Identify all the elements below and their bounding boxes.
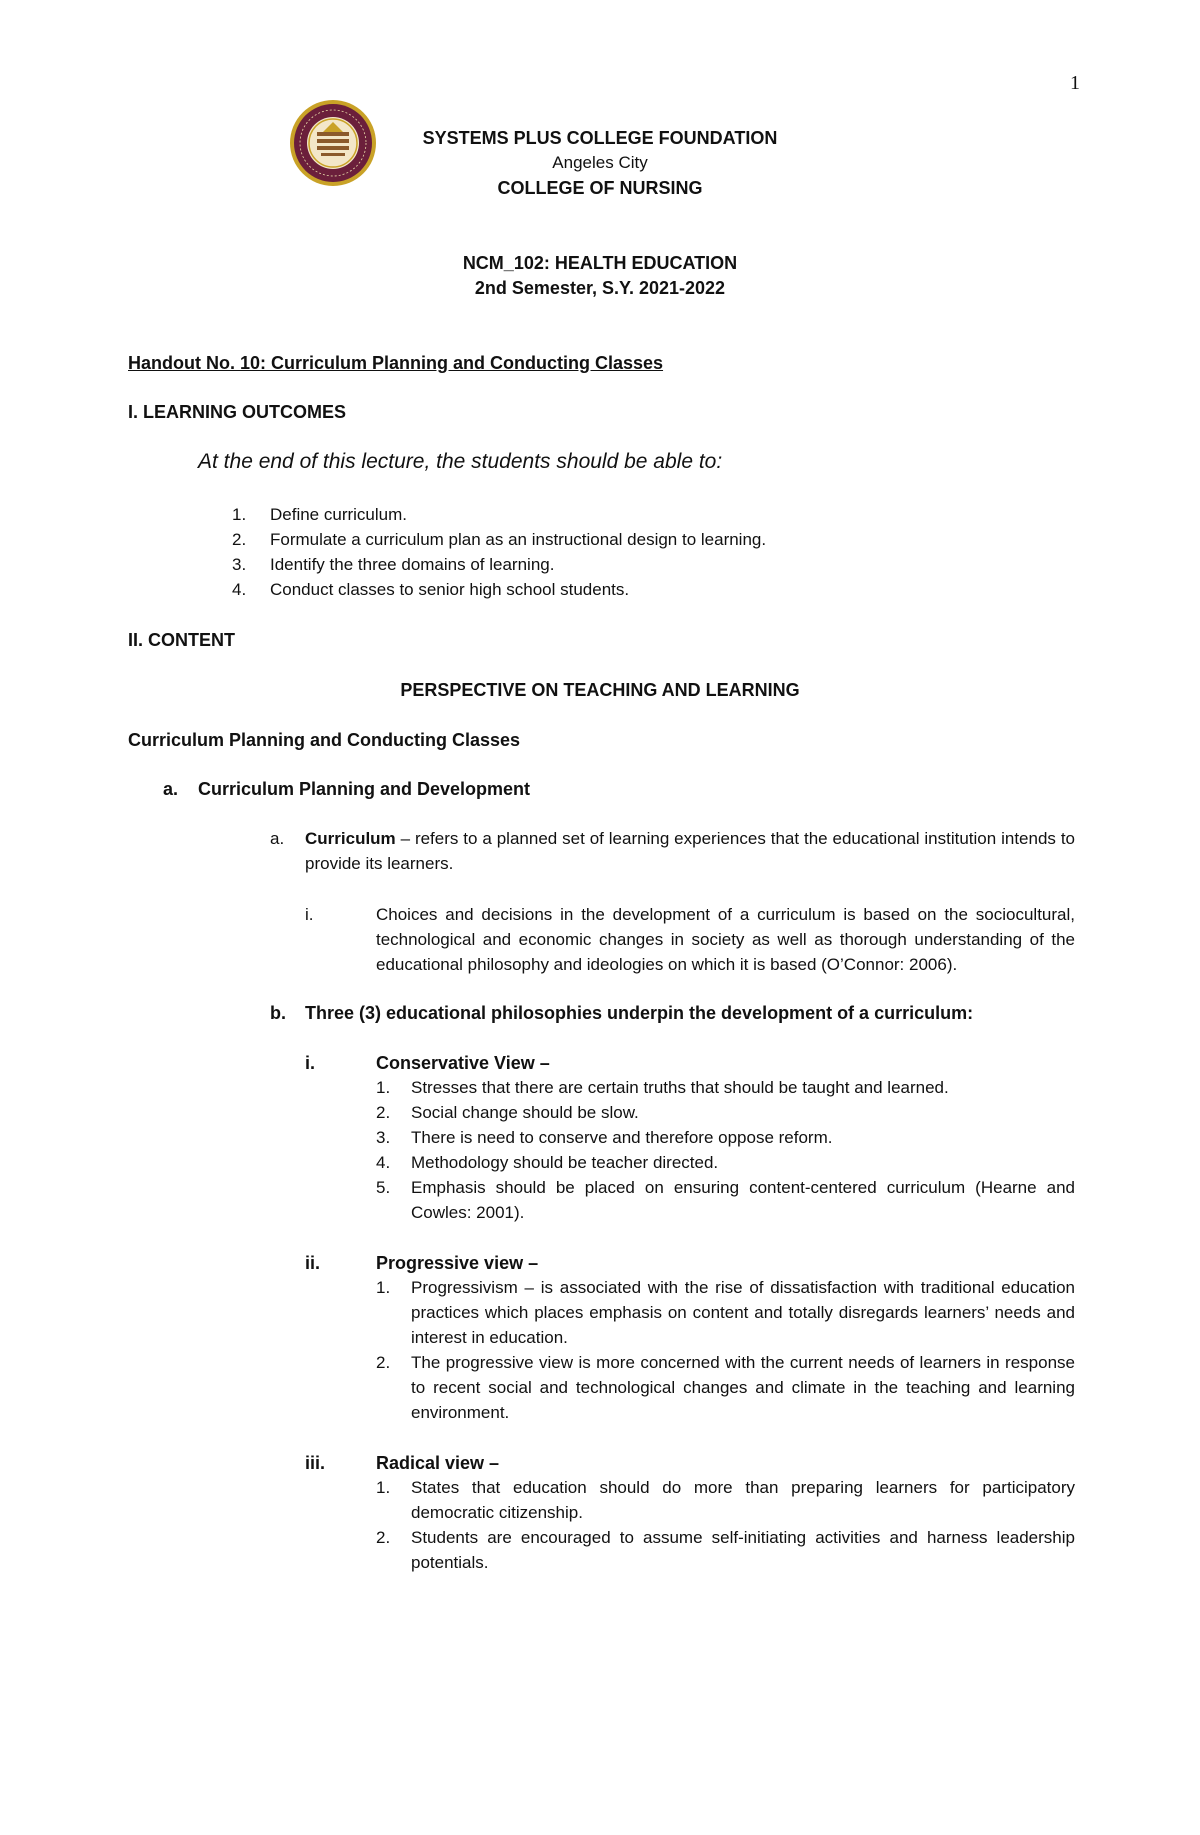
- list-item: Define curriculum.: [270, 505, 407, 524]
- semester: 2nd Semester, S.Y. 2021-2022: [474, 278, 726, 298]
- institution-city: Angeles City: [552, 153, 648, 172]
- content-heading: II. CONTENT: [128, 630, 235, 650]
- handout-title: Handout No. 10: Curriculum Planning and Conducting Classes: [128, 353, 664, 373]
- curriculum-definition-text: – refers to a planned set of learning experiences that the educational institution intends to provide its learners.: [305, 829, 1075, 873]
- radical-view-title: Radical view –: [376, 1453, 500, 1473]
- curriculum-term: Curriculum: [305, 829, 396, 848]
- list-item: There is need to conserve and therefore oppose reform.: [411, 1128, 833, 1147]
- item-label: a.: [163, 779, 179, 799]
- conservative-view-title: Conservative View –: [376, 1053, 550, 1073]
- philosophies-title: Three (3) educational philosophies underpin the development of a curriculum:: [305, 1003, 974, 1023]
- list-item: States that education should do more than preparing learners for participatory democratic citizenship.: [411, 1478, 1075, 1522]
- item-label: i.: [305, 905, 314, 924]
- list-item-number: 4.: [376, 1153, 391, 1172]
- list-item: Stresses that there are certain truths that should be taught and learned.: [411, 1078, 949, 1097]
- learning-outcomes-heading: I. LEARNING OUTCOMES: [128, 402, 347, 422]
- list-item: Social change should be slow.: [411, 1103, 639, 1122]
- section-title: PERSPECTIVE ON TEACHING AND LEARNING: [400, 680, 800, 700]
- list-item-number: 2.: [376, 1528, 391, 1547]
- list-item: The progressive view is more concerned with the current needs of learners in response to recent social and technological changes and climate in the teaching and learning environment.: [411, 1353, 1075, 1422]
- list-item: Progressivism – is associated with the rise of dissatisfaction with traditional education practices which places emphasis on content and totally disregards learners’ needs and interest in education.: [411, 1278, 1075, 1347]
- list-item-number: 5.: [376, 1178, 391, 1197]
- list-item-number: 1.: [376, 1078, 391, 1097]
- progressive-view-title: Progressive view –: [376, 1253, 539, 1273]
- list-item-number: 3.: [232, 555, 247, 574]
- list-item-number: 1.: [232, 505, 247, 524]
- view-label: iii.: [305, 1453, 326, 1473]
- subheading: Curriculum Planning and Conducting Classes: [128, 730, 521, 750]
- list-item: Identify the three domains of learning.: [270, 555, 555, 574]
- item-label: b.: [270, 1003, 286, 1023]
- view-label: i.: [305, 1053, 316, 1073]
- list-item: Students are encouraged to assume self-initiating activities and harness leadership potentials.: [411, 1528, 1075, 1572]
- institution-name: SYSTEMS PLUS COLLEGE FOUNDATION: [422, 128, 778, 148]
- list-item-number: 2.: [232, 530, 247, 549]
- curriculum-choices-text: Choices and decisions in the development of a curriculum is based on the sociocultural, technological and economic changes in society as well as thorough understanding of the educational philosophy and ideologies on which it is based (O’Connor: 2006).: [376, 905, 1075, 974]
- list-item-number: 1.: [376, 1278, 391, 1297]
- page-number: 1: [1070, 72, 1080, 94]
- list-item-number: 2.: [376, 1103, 391, 1122]
- list-item-number: 1.: [376, 1478, 391, 1497]
- course-title: NCM_102: HEALTH EDUCATION: [462, 253, 738, 273]
- list-item: Formulate a curriculum plan as an instructional design to learning.: [270, 530, 767, 549]
- list-item-number: 4.: [232, 580, 247, 599]
- item-label: a.: [270, 829, 285, 848]
- college-name: COLLEGE OF NURSING: [497, 178, 703, 198]
- outcomes-intro: At the end of this lecture, the students should be able to:: [198, 450, 723, 473]
- list-item-number: 3.: [376, 1128, 391, 1147]
- curriculum-definition: [305, 826, 1075, 876]
- list-item: Methodology should be teacher directed.: [411, 1153, 719, 1172]
- view-label: ii.: [305, 1253, 321, 1273]
- list-item: Emphasis should be placed on ensuring content-centered curriculum (Hearne and Cowles: 2001).: [411, 1178, 1075, 1222]
- list-item-number: 2.: [376, 1353, 391, 1372]
- curriculum-planning-title: Curriculum Planning and Development: [198, 779, 531, 799]
- list-item: Conduct classes to senior high school students.: [270, 580, 630, 599]
